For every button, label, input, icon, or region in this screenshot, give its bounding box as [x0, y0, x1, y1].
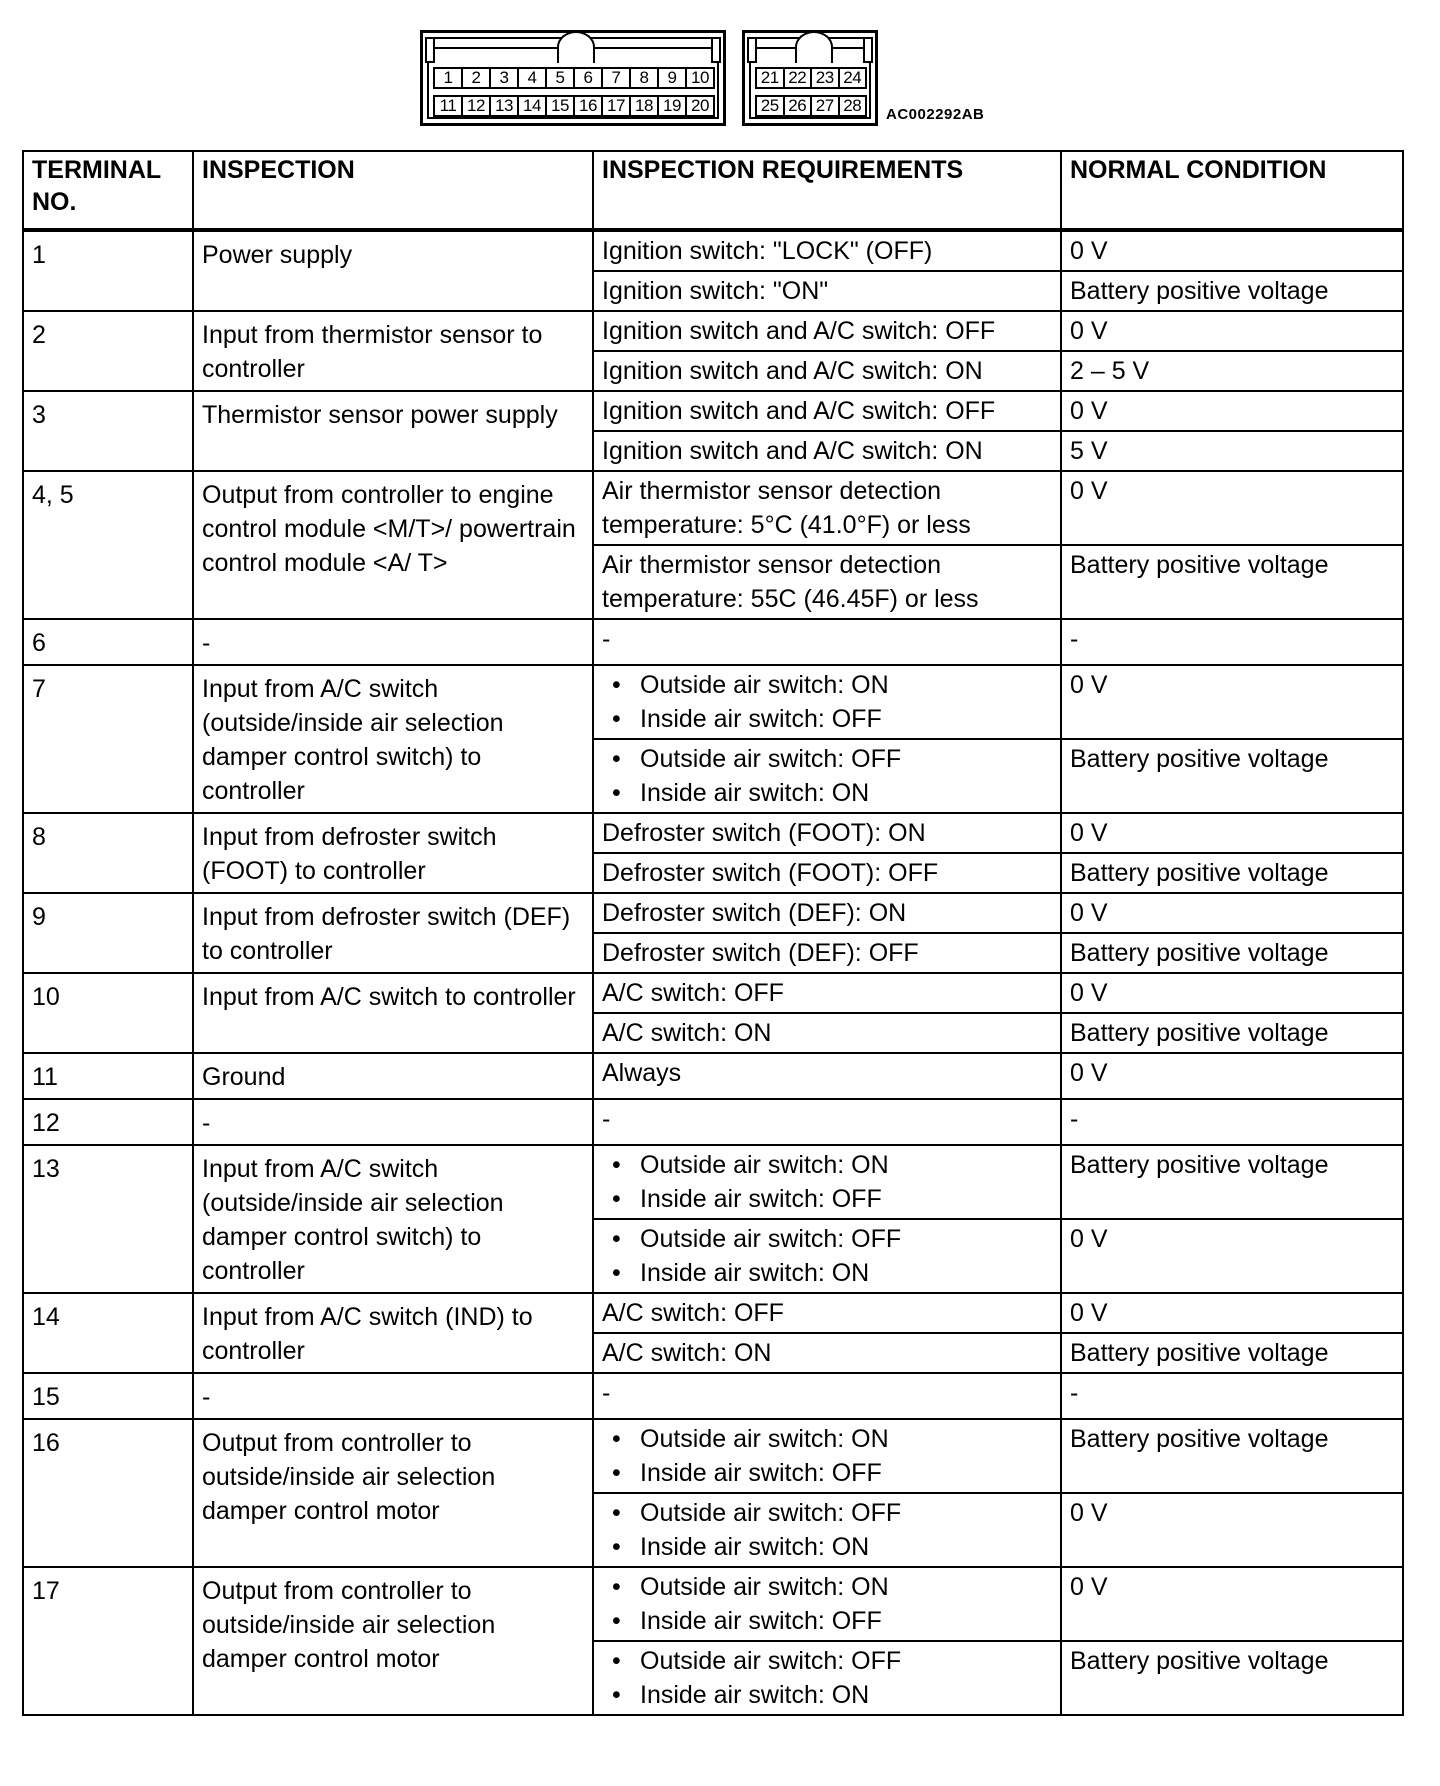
table-row: [23, 1099, 1403, 1145]
connector-pin: 22: [783, 67, 813, 89]
connector-pin: 23: [810, 67, 840, 89]
normal-condition-cell: 0 V: [1061, 1219, 1403, 1293]
normal-condition-cell: 0 V: [1061, 893, 1403, 933]
normal-condition-cell: Battery positive voltage: [1061, 545, 1403, 619]
connector-pin: 8: [629, 67, 659, 89]
requirement-text: Defroster switch (DEF): OFF: [602, 939, 919, 967]
requirement-text: Ignition switch and A/C switch: OFF: [602, 397, 996, 425]
inspection-cell: Input from A/C switch (IND) to controller: [193, 1293, 593, 1373]
requirement-text: Ignition switch: "ON": [602, 277, 829, 305]
requirement-cell: [593, 1567, 1061, 1641]
connector-pin: 3: [489, 67, 519, 89]
connector-pin: 27: [810, 95, 840, 117]
connector-b-bottom-pins: [755, 95, 865, 117]
table-row: [23, 471, 1403, 545]
connector-pin: 21: [755, 67, 785, 89]
terminal-no-cell: 6: [23, 619, 193, 665]
connector-pin: 11: [433, 95, 463, 117]
normal-condition-cell: Battery positive voltage: [1061, 1145, 1403, 1219]
table-row: [23, 1293, 1403, 1333]
normal-condition-cell: 0 V: [1061, 1053, 1403, 1099]
requirement-text: Air thermistor sensor detection temperature: 5°C (41.0°F) or less: [602, 477, 971, 539]
table-row: [23, 973, 1403, 1013]
requirement-text: Ignition switch and A/C switch: OFF: [602, 317, 996, 345]
header-terminal-line2: NO.: [32, 188, 77, 216]
requirement-cell: [593, 739, 1061, 813]
header-terminal-line1: TERMINAL: [32, 156, 162, 184]
connector-a: [420, 30, 726, 126]
requirement-text: Defroster switch (DEF): ON: [602, 899, 907, 927]
requirement-bullet-item: • Inside air switch: ON: [602, 776, 1052, 810]
requirement-bullet-item: • Inside air switch: OFF: [602, 1604, 1052, 1638]
terminal-no-cell: 15: [23, 1373, 193, 1419]
header-inspection-requirements: INSPECTION REQUIREMENTS: [593, 151, 1061, 230]
normal-condition-cell: 2 – 5 V: [1061, 351, 1403, 391]
connector-pin: 26: [783, 95, 813, 117]
requirement-cell: [593, 1099, 1061, 1145]
requirement-bullet-item: • Outside air switch: OFF: [602, 742, 1052, 776]
requirement-cell: [593, 545, 1061, 619]
normal-condition-cell: Battery positive voltage: [1061, 1333, 1403, 1373]
table-row: [23, 1567, 1403, 1641]
connector-pin: 20: [685, 95, 715, 117]
requirement-bullet-item: • Inside air switch: OFF: [602, 1456, 1052, 1490]
connector-pin: 6: [573, 67, 603, 89]
connector-pin: 1: [433, 67, 463, 89]
requirement-text: Defroster switch (FOOT): ON: [602, 819, 926, 847]
requirement-cell: [593, 893, 1061, 933]
connector-a-bottom-pins: [433, 95, 713, 117]
requirement-text: A/C switch: OFF: [602, 1299, 784, 1327]
inspection-cell: Thermistor sensor power supply: [193, 391, 593, 471]
terminal-no-cell: 7: [23, 665, 193, 813]
requirement-text: Defroster switch (FOOT): OFF: [602, 859, 939, 887]
terminal-no-cell: 10: [23, 973, 193, 1053]
requirement-cell: [593, 933, 1061, 973]
requirement-bullet-item: • Outside air switch: ON: [602, 668, 1052, 702]
connector-pin: 13: [489, 95, 519, 117]
inspection-cell: Output from controller to engine control module <M/T>/ powertrain control module <A/ T>: [193, 471, 593, 619]
connector-pin: 24: [838, 67, 868, 89]
requirement-bullet-item: • Inside air switch: ON: [602, 1256, 1052, 1290]
normal-condition-cell: 0 V: [1061, 471, 1403, 545]
requirement-cell: [593, 1641, 1061, 1715]
inspection-cell: -: [193, 619, 593, 665]
requirement-cell: [593, 1373, 1061, 1419]
requirement-cell: [593, 813, 1061, 853]
terminal-no-cell: 3: [23, 391, 193, 471]
inspection-cell: Input from thermistor sensor to controller: [193, 311, 593, 391]
connector-b: [742, 30, 878, 126]
header-normal-condition: NORMAL CONDITION: [1061, 151, 1403, 230]
requirement-cell: [593, 391, 1061, 431]
table-header-row: [23, 151, 1403, 230]
normal-condition-cell: 0 V: [1061, 1293, 1403, 1333]
requirement-text: Air thermistor sensor detection temperature: 55C (46.45F) or less: [602, 551, 979, 613]
header-terminal-no: [23, 151, 193, 230]
table-row: [23, 619, 1403, 665]
normal-condition-cell: Battery positive voltage: [1061, 1013, 1403, 1053]
requirement-bullet-item: • Inside air switch: ON: [602, 1530, 1052, 1564]
inspection-cell: Output from controller to outside/inside air selection damper control motor: [193, 1419, 593, 1567]
normal-condition-cell: -: [1061, 1099, 1403, 1145]
requirement-cell: [593, 1293, 1061, 1333]
normal-condition-cell: 0 V: [1061, 1567, 1403, 1641]
requirement-cell: [593, 271, 1061, 311]
requirement-bullet-item: • Outside air switch: OFF: [602, 1222, 1052, 1256]
diagram-label: AC002292AB: [886, 106, 985, 123]
terminal-no-cell: 11: [23, 1053, 193, 1099]
terminal-no-cell: 9: [23, 893, 193, 973]
inspection-cell: Input from A/C switch (outside/inside air selection damper control switch) to controller: [193, 665, 593, 813]
connector-pin: 16: [573, 95, 603, 117]
requirement-cell: [593, 1333, 1061, 1373]
connector-diagram: [420, 30, 1010, 130]
requirement-cell: [593, 1493, 1061, 1567]
normal-condition-cell: Battery positive voltage: [1061, 1419, 1403, 1493]
connector-pin: 2: [461, 67, 491, 89]
requirement-cell: [593, 1419, 1061, 1493]
requirement-bullet-item: • Outside air switch: ON: [602, 1570, 1052, 1604]
requirement-cell: [593, 853, 1061, 893]
normal-condition-cell: -: [1061, 619, 1403, 665]
terminal-inspection-table: [22, 150, 1404, 1716]
requirement-bullet-item: • Outside air switch: ON: [602, 1422, 1052, 1456]
connector-pin: 19: [657, 95, 687, 117]
requirement-bullet-item: • Outside air switch: OFF: [602, 1496, 1052, 1530]
requirement-cell: [593, 1219, 1061, 1293]
connector-pin: 18: [629, 95, 659, 117]
normal-condition-cell: Battery positive voltage: [1061, 1641, 1403, 1715]
table-row: [23, 665, 1403, 739]
terminal-no-cell: 14: [23, 1293, 193, 1373]
inspection-cell: -: [193, 1099, 593, 1145]
requirement-cell: [593, 973, 1061, 1013]
terminal-no-cell: 17: [23, 1567, 193, 1715]
connector-pin: 14: [517, 95, 547, 117]
terminal-no-cell: 16: [23, 1419, 193, 1567]
inspection-cell: Power supply: [193, 230, 593, 311]
inspection-cell: Output from controller to outside/inside air selection damper control motor: [193, 1567, 593, 1715]
requirement-text: A/C switch: OFF: [602, 979, 784, 1007]
terminal-no-cell: 2: [23, 311, 193, 391]
requirement-cell: [593, 311, 1061, 351]
table-row: [23, 311, 1403, 351]
connector-pin: 15: [545, 95, 575, 117]
requirement-text: -: [602, 1105, 611, 1133]
requirement-cell: [593, 471, 1061, 545]
normal-condition-cell: 0 V: [1061, 973, 1403, 1013]
requirement-cell: [593, 1145, 1061, 1219]
normal-condition-cell: 0 V: [1061, 391, 1403, 431]
requirement-bullet-item: • Inside air switch: ON: [602, 1678, 1052, 1712]
inspection-cell: Input from defroster switch (FOOT) to controller: [193, 813, 593, 893]
normal-condition-cell: -: [1061, 1373, 1403, 1419]
table-row: [23, 1419, 1403, 1493]
normal-condition-cell: Battery positive voltage: [1061, 739, 1403, 813]
connector-pin: 4: [517, 67, 547, 89]
requirement-cell: [593, 665, 1061, 739]
requirement-cell: [593, 1013, 1061, 1053]
requirement-text: Ignition switch: "LOCK" (OFF): [602, 237, 933, 265]
connector-pin: 12: [461, 95, 491, 117]
normal-condition-cell: 0 V: [1061, 230, 1403, 271]
requirement-cell: [593, 230, 1061, 271]
table-row: [23, 230, 1403, 271]
connector-pin: 9: [657, 67, 687, 89]
normal-condition-cell: Battery positive voltage: [1061, 853, 1403, 893]
header-inspection: INSPECTION: [193, 151, 593, 230]
normal-condition-cell: Battery positive voltage: [1061, 271, 1403, 311]
table-row: [23, 1053, 1403, 1099]
table-row: [23, 813, 1403, 853]
connector-b-top-pins: [755, 67, 865, 89]
requirement-cell: [593, 1053, 1061, 1099]
requirement-text: Ignition switch and A/C switch: ON: [602, 437, 983, 465]
normal-condition-cell: Battery positive voltage: [1061, 933, 1403, 973]
normal-condition-cell: 0 V: [1061, 813, 1403, 853]
table-row: [23, 1373, 1403, 1419]
table-row: [23, 1145, 1403, 1219]
terminal-no-cell: 13: [23, 1145, 193, 1293]
connector-pin: 5: [545, 67, 575, 89]
connector-pin: 10: [685, 67, 715, 89]
normal-condition-cell: 0 V: [1061, 665, 1403, 739]
requirement-text: -: [602, 1379, 611, 1407]
connector-pin: 28: [838, 95, 868, 117]
requirement-text: Ignition switch and A/C switch: ON: [602, 357, 983, 385]
connector-pin: 25: [755, 95, 785, 117]
normal-condition-cell: 0 V: [1061, 1493, 1403, 1567]
requirement-cell: [593, 351, 1061, 391]
requirement-bullet-item: • Outside air switch: ON: [602, 1148, 1052, 1182]
requirement-cell: [593, 431, 1061, 471]
terminal-no-cell: 4, 5: [23, 471, 193, 619]
requirement-text: A/C switch: ON: [602, 1019, 772, 1047]
connector-pin: 17: [601, 95, 631, 117]
connector-a-top-pins: [433, 67, 713, 89]
inspection-cell: Input from A/C switch to controller: [193, 973, 593, 1053]
terminal-no-cell: 12: [23, 1099, 193, 1145]
requirement-text: Always: [602, 1059, 682, 1087]
requirement-bullet-item: • Outside air switch: OFF: [602, 1644, 1052, 1678]
inspection-cell: -: [193, 1373, 593, 1419]
requirement-bullet-item: • Inside air switch: OFF: [602, 702, 1052, 736]
requirement-text: A/C switch: ON: [602, 1339, 772, 1367]
table-row: [23, 391, 1403, 431]
inspection-cell: Input from defroster switch (DEF) to controller: [193, 893, 593, 973]
terminal-no-cell: 8: [23, 813, 193, 893]
normal-condition-cell: 5 V: [1061, 431, 1403, 471]
inspection-cell: Ground: [193, 1053, 593, 1099]
requirement-bullet-item: • Inside air switch: OFF: [602, 1182, 1052, 1216]
normal-condition-cell: 0 V: [1061, 311, 1403, 351]
table-row: [23, 893, 1403, 933]
inspection-cell: Input from A/C switch (outside/inside air selection damper control switch) to controller: [193, 1145, 593, 1293]
connector-pin: 7: [601, 67, 631, 89]
requirement-text: -: [602, 625, 611, 653]
terminal-no-cell: 1: [23, 230, 193, 311]
requirement-cell: [593, 619, 1061, 665]
